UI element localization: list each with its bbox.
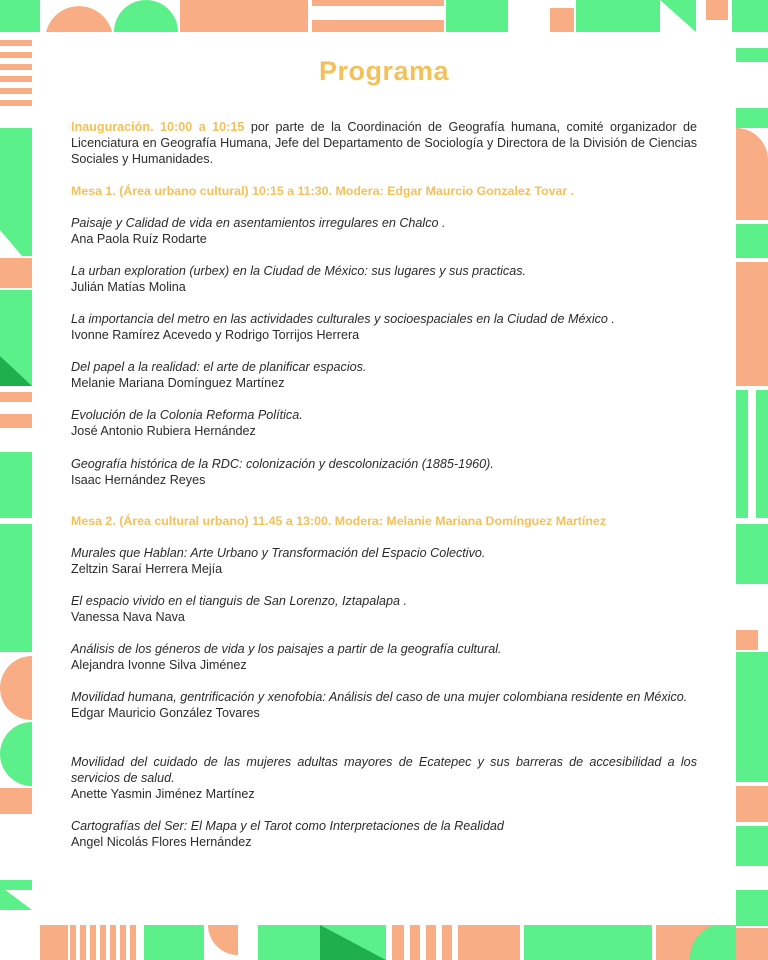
right-border [736,48,768,926]
talk-author: Julián Matías Molina [71,280,186,294]
talk-title: Del papel a la realidad: el arte de planificar espacios. [71,360,367,374]
talk-title: Geografía histórica de la RDC: colonización y descolonización (1885-1960). [71,457,494,471]
intro-label: Inauguración. 10:00 a 10:15 [71,120,245,134]
talk-author: Vanessa Nava Nava [71,610,185,624]
bottom-border [40,924,768,960]
talk-author: Melanie Mariana Domínguez Martínez [71,376,285,390]
list-item [71,754,697,802]
talk-author: Ivonne Ramírez Acevedo y Rodrigo Torrijos Herrera [71,328,360,342]
list-item [71,407,697,439]
intro-text: por parte de la Coordinación de Geografía humana, comité organizador de Licenciatura en Geografía Humana, Jefe del Departamento de Sociología y Directora de la División de Ciencias Sociales y Humanidades. [71,120,697,166]
list-item [71,545,697,577]
mesa-2-heading: Mesa 2. (Área cultural urbano) 11.45 a 13:00. Modera: Melanie Mariana Domínguez Martínez [71,514,607,528]
talk-title: Movilidad del cuidado de las mujeres adultas mayores de Ecatepec y sus barreras de accesibilidad a los servicios de salud. [71,755,697,785]
intro-paragraph [71,119,697,167]
talk-title: Movilidad humana, gentrificación y xenofobia: Análisis del caso de una mujer colombiana residente en México. [71,690,688,704]
talk-author: Anette Yasmin Jiménez Martínez [71,787,255,801]
talk-author: Alejandra Ivonne Silva Jiménez [71,658,247,672]
list-item [71,593,697,625]
list-item [71,689,697,721]
talk-author: Zeltzin Saraí Herrera Mejía [71,562,223,576]
list-item [71,641,697,673]
talk-title: El espacio vivido en el tianguis de San Lorenzo, Iztapalapa . [71,594,408,608]
talk-author: José Antonio Rubiera Hernández [71,424,256,438]
talk-title: Cartografías del Ser: El Mapa y el Tarot como Interpretaciones de la Realidad [71,819,504,833]
list-item [71,456,697,488]
list-item [71,311,697,343]
list-item [71,818,697,850]
talk-author: Angel Nicolás Flores Hernández [71,835,252,849]
talk-title: La urban exploration (urbex) en la Ciudad de México: sus lugares y sus practicas. [71,264,527,278]
talk-title: Murales que Hablan: Arte Urbano y Transformación del Espacio Colectivo. [71,546,486,560]
talk-title: Paisaje y Calidad de vida en asentamientos irregulares en Chalco . [71,216,446,230]
talk-title: Análisis de los géneros de vida y los paisajes a partir de la geografía cultural. [71,642,502,656]
list-item [71,359,697,391]
talk-author: Ana Paola Ruíz Rodarte [71,232,207,246]
talk-author: Edgar Mauricio González Tovares [71,706,260,720]
talk-author: Isaac Hernández Reyes [71,473,206,487]
mesa-1-heading: Mesa 1. (Área urbano cultural) 10:15 a 11:30. Modera: Edgar Maurcio Gonzalez Tovar . [71,184,575,198]
talk-title: Evolución de la Colonia Reforma Política. [71,408,303,422]
list-item [71,263,697,295]
talk-title: La importancia del metro en las actividades culturales y socioespaciales en la Ciudad de México . [71,312,615,326]
page-title: Programa [318,56,450,86]
list-item [71,215,697,247]
